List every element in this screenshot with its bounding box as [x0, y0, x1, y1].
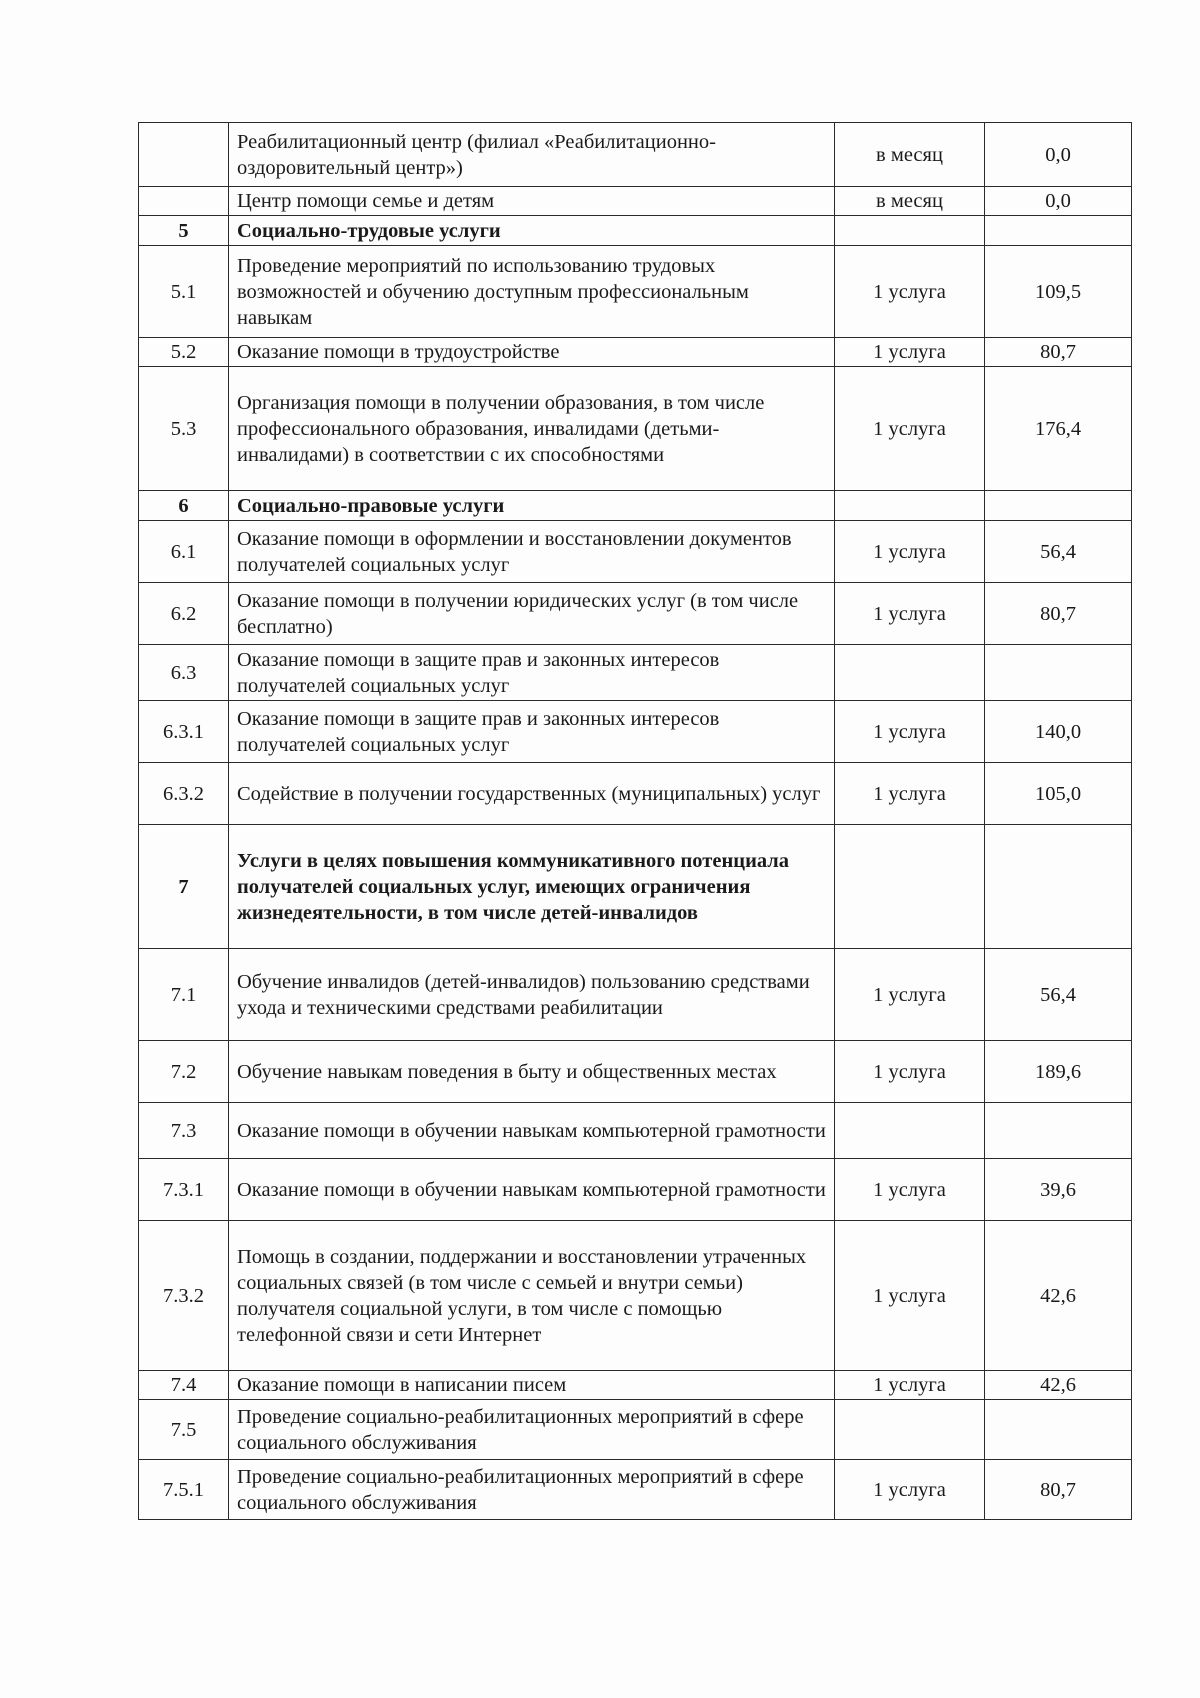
unit-of-measure [835, 1103, 985, 1159]
table-row [139, 367, 1132, 491]
unit-of-measure: 1 услуга [835, 338, 985, 367]
unit-of-measure [835, 1400, 985, 1460]
service-name: Обучение навыкам поведения в быту и общественных местах [229, 1041, 835, 1103]
tariff-value: 80,7 [985, 1460, 1132, 1520]
service-name: Проведение социально-реабилитационных мероприятий в сфере социального обслуживания [229, 1400, 835, 1460]
unit-of-measure: 1 услуга [835, 1159, 985, 1221]
table-row [139, 763, 1132, 825]
table-row [139, 949, 1132, 1041]
table-row [139, 1041, 1132, 1103]
row-number [139, 187, 229, 216]
tariff-value: 42,6 [985, 1371, 1132, 1400]
service-name: Оказание помощи в обучении навыкам компьютерной грамотности [229, 1159, 835, 1221]
services-tariff-table [138, 122, 1132, 1520]
row-number: 5.1 [139, 246, 229, 338]
unit-of-measure: 1 услуга [835, 1371, 985, 1400]
service-name: Оказание помощи в защите прав и законных интересов получателей социальных услуг [229, 701, 835, 763]
table-row [139, 1400, 1132, 1460]
tariff-value [985, 216, 1132, 246]
row-number: 7.3 [139, 1103, 229, 1159]
row-number: 7.4 [139, 1371, 229, 1400]
service-name: Помощь в создании, поддержании и восстановлении утраченных социальных связей (в том числе с семьей и внутри семьи) получателя социальной услуги, в том числе с помощью телефонной связи и сети Интернет [229, 1221, 835, 1371]
row-number: 5.2 [139, 338, 229, 367]
table-row [139, 1221, 1132, 1371]
unit-of-measure: 1 услуга [835, 1041, 985, 1103]
unit-of-measure: 1 услуга [835, 1221, 985, 1371]
table-row [139, 338, 1132, 367]
section-number: 6 [139, 491, 229, 521]
tariff-value: 0,0 [985, 187, 1132, 216]
row-number: 6.2 [139, 583, 229, 645]
service-name: Проведение мероприятий по использованию трудовых возможностей и обучению доступным профессиональным навыкам [229, 246, 835, 338]
tariff-value [985, 825, 1132, 949]
unit-of-measure: 1 услуга [835, 367, 985, 491]
service-name: Реабилитационный центр (филиал «Реабилитационно-оздоровительный центр») [229, 123, 835, 187]
tariff-value: 176,4 [985, 367, 1132, 491]
row-number: 6.3.2 [139, 763, 229, 825]
tariff-value: 56,4 [985, 521, 1132, 583]
section-title: Социально-трудовые услуги [229, 216, 835, 246]
tariff-value: 42,6 [985, 1221, 1132, 1371]
row-number: 7.5.1 [139, 1460, 229, 1520]
service-name: Центр помощи семье и детям [229, 187, 835, 216]
section-title: Социально-правовые услуги [229, 491, 835, 521]
table-row [139, 187, 1132, 216]
service-name: Обучение инвалидов (детей-инвалидов) пользованию средствами ухода и техническими средствами реабилитации [229, 949, 835, 1041]
unit-of-measure: 1 услуга [835, 1460, 985, 1520]
table-row [139, 701, 1132, 763]
section-title: Услуги в целях повышения коммуникативного потенциала получателей социальных услуг, имеющих ограничения жизнедеятельности, в том числе детей-инвалидов [229, 825, 835, 949]
section-header-row [139, 216, 1132, 246]
service-name: Оказание помощи в защите прав и законных интересов получателей социальных услуг [229, 645, 835, 701]
section-header-row [139, 825, 1132, 949]
tariff-value [985, 1103, 1132, 1159]
service-name: Организация помощи в получении образования, в том числе профессионального образования, инвалидами (детьми-инвалидами) в соответствии с их способностями [229, 367, 835, 491]
tariff-value: 189,6 [985, 1041, 1132, 1103]
service-name: Оказание помощи в трудоустройстве [229, 338, 835, 367]
row-number: 6.3 [139, 645, 229, 701]
unit-of-measure [835, 645, 985, 701]
table-row [139, 1371, 1132, 1400]
tariff-value [985, 645, 1132, 701]
table-row [139, 246, 1132, 338]
table-row [139, 1159, 1132, 1221]
tariff-value: 0,0 [985, 123, 1132, 187]
table-row [139, 583, 1132, 645]
unit-of-measure [835, 491, 985, 521]
row-number [139, 123, 229, 187]
row-number: 7.3.1 [139, 1159, 229, 1221]
unit-of-measure: 1 услуга [835, 246, 985, 338]
row-number: 6.3.1 [139, 701, 229, 763]
row-number: 7.2 [139, 1041, 229, 1103]
tariff-value: 80,7 [985, 583, 1132, 645]
tariff-value: 56,4 [985, 949, 1132, 1041]
section-number: 5 [139, 216, 229, 246]
service-name: Оказание помощи в обучении навыкам компьютерной грамотности [229, 1103, 835, 1159]
tariff-value: 39,6 [985, 1159, 1132, 1221]
unit-of-measure: 1 услуга [835, 949, 985, 1041]
service-name: Проведение социально-реабилитационных мероприятий в сфере социального обслуживания [229, 1460, 835, 1520]
row-number: 5.3 [139, 367, 229, 491]
row-number: 7.1 [139, 949, 229, 1041]
unit-of-measure: в месяц [835, 187, 985, 216]
unit-of-measure [835, 216, 985, 246]
unit-of-measure: 1 услуга [835, 701, 985, 763]
row-number: 6.1 [139, 521, 229, 583]
row-number: 7.5 [139, 1400, 229, 1460]
section-header-row [139, 491, 1132, 521]
tariff-value: 80,7 [985, 338, 1132, 367]
tariff-value: 140,0 [985, 701, 1132, 763]
table-row [139, 1103, 1132, 1159]
unit-of-measure: в месяц [835, 123, 985, 187]
unit-of-measure: 1 услуга [835, 521, 985, 583]
unit-of-measure: 1 услуга [835, 583, 985, 645]
service-name: Оказание помощи в получении юридических услуг (в том числе бесплатно) [229, 583, 835, 645]
service-name: Оказание помощи в написании писем [229, 1371, 835, 1400]
unit-of-measure: 1 услуга [835, 763, 985, 825]
tariff-value [985, 1400, 1132, 1460]
row-number: 7.3.2 [139, 1221, 229, 1371]
table-row [139, 645, 1132, 701]
tariff-value: 105,0 [985, 763, 1132, 825]
tariff-value [985, 491, 1132, 521]
section-number: 7 [139, 825, 229, 949]
unit-of-measure [835, 825, 985, 949]
service-name: Оказание помощи в оформлении и восстановлении документов получателей социальных услуг [229, 521, 835, 583]
table-row [139, 123, 1132, 187]
service-name: Содействие в получении государственных (муниципальных) услуг [229, 763, 835, 825]
table-row [139, 521, 1132, 583]
tariff-value: 109,5 [985, 246, 1132, 338]
table-row [139, 1460, 1132, 1520]
